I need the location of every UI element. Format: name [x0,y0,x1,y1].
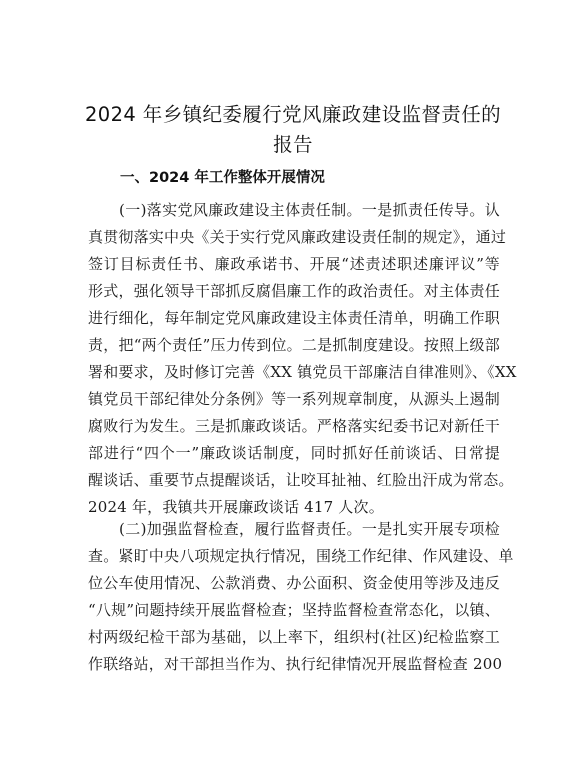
text-line: 形式，强化领导干部抓反腐倡廉工作的政治责任。对主体责任 [88,282,500,300]
text-line: 村两级纪检干部为基础，以上率下，组织村(社区)纪检监察工 [88,628,500,646]
text-line: 醒谈话、重要节点提醒谈话，让咬耳扯袖、红脸出汗成为常态。 [88,471,514,489]
text-line: (一)落实党风廉政建设主体责任制。一是抓责任传导。认 [119,201,500,219]
title-line: 2024 年乡镇纪委履行党风廉政建设监督责任的 [84,103,502,126]
text-line: 作联络站，对干部担当作为、执行纪律情况开展监督检查 200 [88,655,503,673]
text-line: “八规”问题持续开展监督检查；坚持监督检查常态化，以镇、 [88,601,500,619]
text-line: 责，把“两个责任”压力传到位。二是抓制度建设。按照上级部 [88,336,500,354]
text-line: 查。紧盯中央八项规定执行情况，围绕工作纪律、作风建设、单 [88,547,514,565]
text-line: (二)加强监督检查，履行监督责任。一是扎实开展专项检 [119,520,500,538]
document-title [80,100,506,160]
text-line: 签订目标责任书、廉政承诺书、开展“述责述职述廉评议”等 [88,255,500,273]
text-line: 镇党员干部纪律处分条例》等一系列规章制度，从源头上遏制 [88,390,500,408]
text-line: 进行细化，每年制定党风廉政建设主体责任清单，明确工作职 [88,309,500,327]
text-line: 位公车使用情况、公款消费、办公面积、资金使用等涉及违反 [88,574,500,592]
section-heading: 一、2024 年工作整体开展情况 [120,170,325,186]
text-line: 真贯彻落实中央《关于实行党风廉政建设责任制的规定》，通过 [88,228,507,246]
text-line: 2024 年，我镇共开展廉政谈话 417 人次。 [88,498,384,516]
text-line: 部进行“四个一”廉政谈话制度，同时抓好任前谈话、日常提 [88,444,500,462]
text-line: 署和要求，及时修订完善《XX 镇党员干部廉洁自律准则》、《XX [88,363,517,381]
text-line: 腐败行为发生。三是抓廉政谈话。严格落实纪委书记对新任干 [88,417,500,435]
title-line: 报告 [273,133,313,156]
paragraph-responsibility-system [88,197,517,521]
paragraph-supervision-inspection [88,516,514,678]
